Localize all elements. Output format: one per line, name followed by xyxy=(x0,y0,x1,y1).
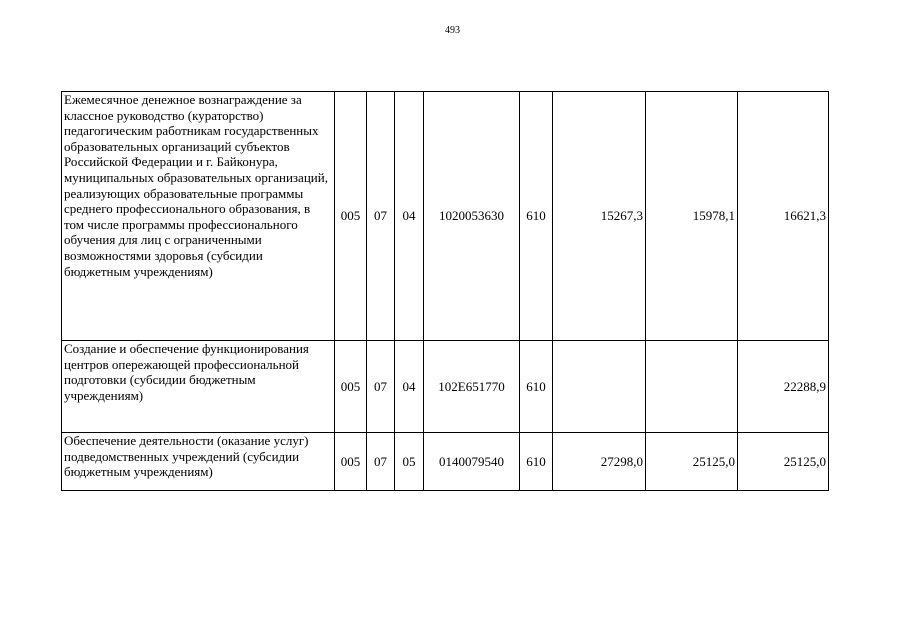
amount-year-1: 27298,0 xyxy=(553,433,646,491)
expense-name: Обеспечение деятельности (оказание услуг) подведомственных учреждений (субсидии бюджетным учреждениям) xyxy=(62,433,335,491)
target-code: 0140079540 xyxy=(424,433,520,491)
target-code: 102E651770 xyxy=(424,341,520,433)
table-row xyxy=(62,433,829,491)
target-code: 1020053630 xyxy=(424,92,520,341)
amount-year-2: 15978,1 xyxy=(646,92,738,341)
subsection-code: 05 xyxy=(395,433,424,491)
table-row xyxy=(62,92,829,341)
expense-type-code: 610 xyxy=(520,433,553,491)
section-code: 07 xyxy=(367,341,395,433)
amount-year-2: 25125,0 xyxy=(646,433,738,491)
budget-table xyxy=(61,91,829,491)
expense-name: Создание и обеспечение функционирования центров опережающей профессиональной подготовки (субсидии бюджетным учреждениям) xyxy=(62,341,335,433)
section-code: 07 xyxy=(367,433,395,491)
expense-name: Ежемесячное денежное вознаграждение за классное руководство (кураторство) педагогическим работникам государственных образовательных организаций субъектов Российской Федерации и г. Байконура, муниципальных образовательных организаций, реализующих образовательные программы среднего профессионального образования, в том числе программы профессионального обучения для лиц с ограниченными возможностями здоровья (субсидии бюджетным учреждениям) xyxy=(62,92,335,341)
amount-year-2 xyxy=(646,341,738,433)
table-row xyxy=(62,341,829,433)
expense-type-code: 610 xyxy=(520,341,553,433)
ministry-code: 005 xyxy=(335,341,367,433)
ministry-code: 005 xyxy=(335,92,367,341)
subsection-code: 04 xyxy=(395,341,424,433)
amount-year-1 xyxy=(553,341,646,433)
expense-type-code: 610 xyxy=(520,92,553,341)
amount-year-1: 15267,3 xyxy=(553,92,646,341)
page-number: 493 xyxy=(445,25,460,36)
subsection-code: 04 xyxy=(395,92,424,341)
section-code: 07 xyxy=(367,92,395,341)
amount-year-3: 22288,9 xyxy=(738,341,829,433)
amount-year-3: 25125,0 xyxy=(738,433,829,491)
ministry-code: 005 xyxy=(335,433,367,491)
amount-year-3: 16621,3 xyxy=(738,92,829,341)
